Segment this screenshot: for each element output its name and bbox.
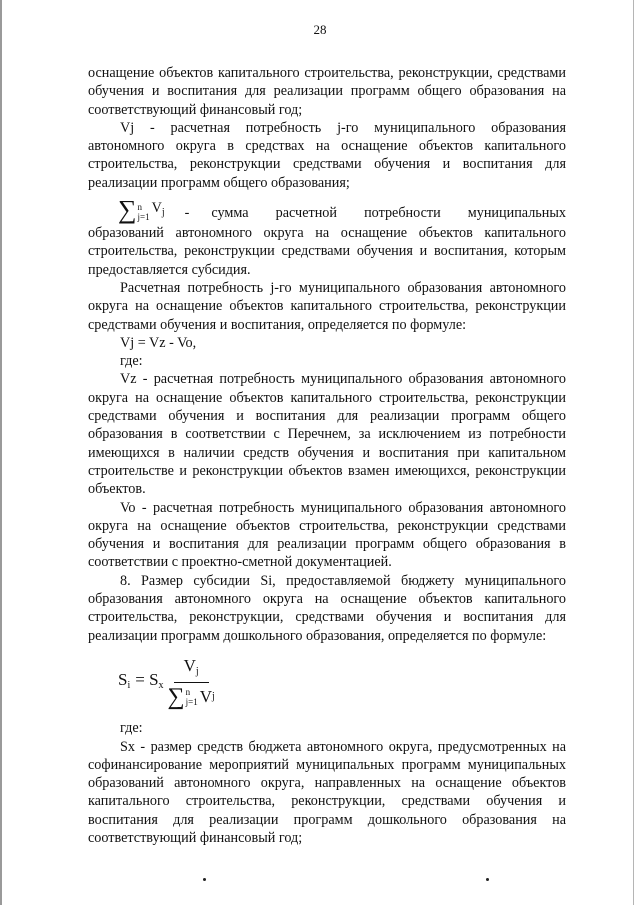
sum-lower-limit: j=1 (137, 212, 150, 223)
sum-dash: - (184, 204, 190, 221)
sum-upper-limit: n (137, 202, 143, 213)
scan-edge-right (633, 0, 640, 905)
formula-si-fraction (168, 657, 215, 709)
fraction-denominator (168, 683, 215, 709)
paragraph-vo-definition: Vo - расчетная потребность муниципального образования автономного округа на оснащение объектов строительства, реконструкции средствами обучения и воспитания для реализации программ общего образования в соответствии с проектно-сметной документацией. (88, 499, 566, 571)
sum-definition-text (185, 204, 566, 222)
formula-si-lhs-letter: S (118, 669, 128, 689)
scan-mark-right (486, 878, 489, 881)
paragraph-sum-definition-rest: образований автономного округа на оснащение объектов капитального строительства, реконструкции средствами обучения и воспитания, которым предоставляется субсидия. (88, 225, 566, 278)
paragraph-1: оснащение объектов капитального строительства, реконструкции, средствами обучения и воспитания для реализации программ общего образования на соответствующий финансовый год; (88, 65, 566, 118)
paragraph-vz-definition: Vz - расчетная потребность муниципального образования автономного округа на оснащение объектов капитального строительства, реконструкции средствами обучения и воспитания для реализации программ общего образования в соответствии с Перечнем, за исключением из потребности имеющихся в наличии средств обучения и воспитания при капитальном строительстве и реконструкции объектов взамен имеющихся, реконструкции объектов. (88, 371, 566, 498)
paragraph-vj-definition: Vj - расчетная потребность j-го муниципального образования автономного округа в средствах на оснащение объектов капитального строительства, реконструкции средствами обучения и воспитания для реализации программ общего образования; (88, 119, 566, 191)
paragraph-sx-definition: Sx - размер средств бюджета автономного округа, предусмотренных на софинансирование мероприятий муниципальных программ муниципальных образований автономного округа, направленных на оснащение объектов капитального строительства, реконструкции, средствами обучения и воспитания для реализации программ дошкольного образования на соответствующий финансовый год; (88, 738, 566, 846)
formula-si-rhs-subscript: x (158, 679, 164, 691)
numerator-letter: V (183, 655, 196, 675)
sum-limits (138, 202, 150, 222)
fraction-numerator (174, 657, 209, 683)
formula-vj: Vj = Vz - Vo, (120, 334, 197, 351)
paragraph-subsidy-size: 8. Размер субсидии Si, предоставляемой бюджету муниципального образования автономного округа на оснащение объектов капитального строительства, реконструкции, средствами обучения и воспитания для реализации программ дошкольного образования, определяется по формуле: (88, 572, 566, 644)
sum-variable (152, 199, 165, 222)
sum-definition-line (118, 195, 566, 225)
numerator-subscript: j (195, 665, 199, 677)
where-label-1: где: (120, 353, 143, 370)
sum-symbol: ∑ (118, 195, 137, 225)
formula-si-rhs (135, 671, 163, 695)
page-number: 28 (313, 22, 327, 37)
sum-definition-head: сумма расчетной потребности муниципальных (211, 204, 566, 221)
document-body (88, 64, 566, 847)
denominator-sum-limits (186, 687, 198, 707)
denominator-variable-subscript: j (212, 691, 215, 703)
footer-scan-marks (0, 878, 640, 884)
scan-mark-left (203, 878, 206, 881)
sum-variable-letter: V (151, 199, 162, 216)
paragraph-calc-need: Расчетная потребность j-го муниципального образования автономного округа на оснащение объектов капитального строительства, реконструкции средствами обучения и воспитания, определяется по формуле: (88, 279, 566, 333)
formula-si (118, 657, 566, 709)
denominator-upper-limit: n (185, 687, 191, 698)
formula-si-rhs-letter: = S (135, 669, 159, 689)
denominator-lower-limit: j=1 (185, 697, 198, 708)
formula-si-lhs (118, 671, 130, 695)
denominator-sum-symbol: ∑ (167, 684, 185, 711)
formula-si-lhs-subscript: i (127, 679, 131, 691)
sum-variable-subscript: j (161, 206, 165, 218)
denominator-variable: V (199, 687, 213, 707)
scan-edge-left (0, 0, 2, 905)
where-label-2: где: (120, 720, 143, 737)
